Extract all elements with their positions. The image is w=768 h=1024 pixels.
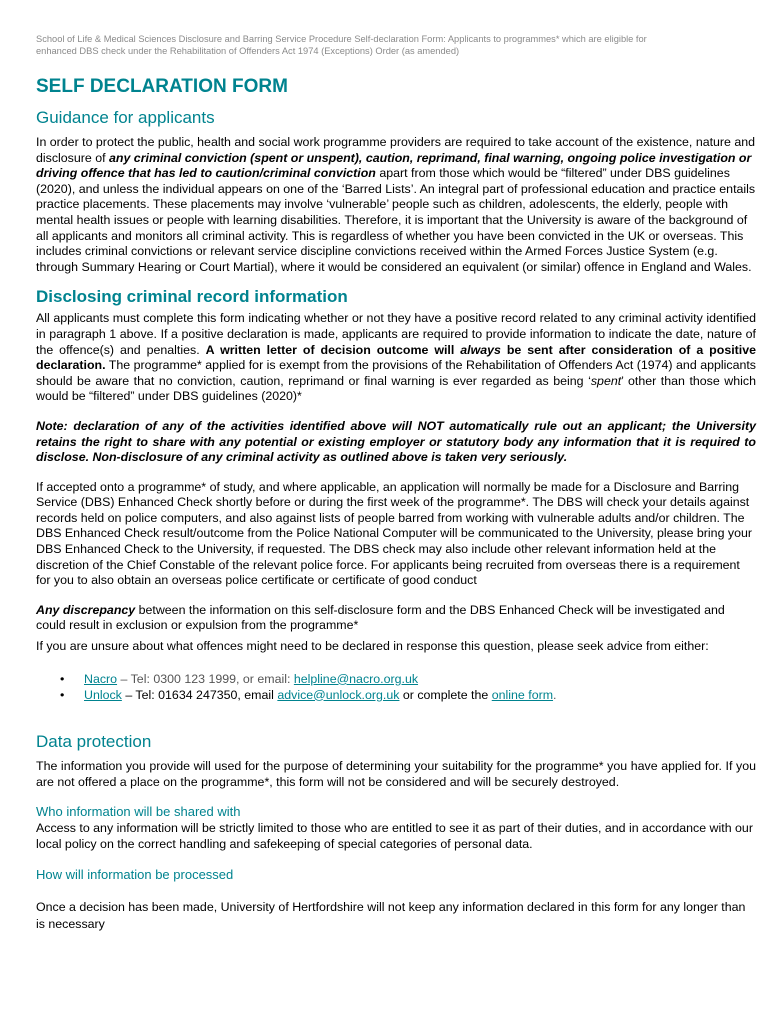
nacro-email-link[interactable]: helpline@nacro.org.uk [293,671,419,686]
disclosing-heading: Disclosing criminal record information [36,287,348,307]
header-line-1: School of Life & Medical Sciences Disclosure and Barring Service Procedure Self-declaration Form: Applicants to programmes* which are eligible for [36,34,647,44]
page-title: SELF DECLARATION FORM [36,76,288,97]
list-item [36,687,756,703]
discrepancy-text: between the information on this self-disclosure form and the DBS Enhanced Check will be investigated and could result in exclusion or expulsion from the programme* [36,602,725,633]
contacts-list [36,671,756,703]
decision-letter-bold-2: be sent after consideration of a positive declaration. [36,342,757,373]
dbs-check-paragraph: If accepted onto a programme* of study, and where applicable, an application will normally be made for a Disclosure and Barring Service (DBS) Enhanced Check shortly before or during the first week of the programme*. The DBS will check your details against records held on police computers, and also against lists of people barred from working with vulnerable adults and/or children. The DBS Enhanced Check result/outcome from the Police National Computer will be communicated to the University, please bring your DBS Enhanced Check to the University, if requested. The DBS check may also include other relevant information held at the discretion of the Chief Constable of the relevant police force. For applicants being recruited from overseas there is a requirement for you to also obtain an overseas police certificate or certificate of good conduct [36,479,753,588]
shared-with-text: Access to any information will be strictly limited to those who are entitled to see it as part of their duties, and in accordance with our local policy on the correct handling and safekeeping of special categories of personal data. [36,820,753,852]
nacro-contact-text: – Tel: 0300 123 1999, or email: [117,671,294,686]
disclosing-text-start: All applicants must complete this form indicating whether or not they have a positive record related to any criminal activity identified in paragraph 1 above. If a positive declaration is made, applicants are required to provide information to indicate the date, nature of the offence(s) and penalties. [36,311,756,357]
disclosing-paragraph [36,311,756,405]
disclosing-text-mid: The programme* applied for is exempt from the provisions of the Rehabilitation of Offenders Act (1974) and applicants should be aware that no conviction, caution, reprimand or final warning is ever regarded as being ‘ [36,358,756,388]
header-line-2: enhanced DBS check under the Rehabilitation of Offenders Act 1974 (Exceptions) Order (as amended) [36,45,460,56]
disclosing-text-end: ’ other than those which would be “filtered” under DBS guidelines (2020)* [36,373,756,404]
unlock-contact-text-2: or complete the [399,687,492,702]
unlock-contact-end: . [553,687,557,702]
spent-word: spent [590,373,622,388]
processed-heading: How will information be processed [36,867,234,882]
guidance-text-end: apart from those which would be “filtered” under DBS guidelines (2020), and unless the individual appears on one of the ‘Barred Lists’. An integral part of professional education and practice entails practice placements. These placements may involve ‘vulnerable’ people such as children, adolescents, the elderly, people with mental health issues or people with learning disabilities. Therefore, it is important that the University is aware of the background of all applicants and monitors all criminal activity. This is regardless of whether you have been convicted in the UK or overseas. This includes criminal convictions or relevant service discipline convictions received within the Armed Forces Justice System (e.g. through Summary Hearing or Court Martial), where it would be considered an equivalent (or similar) offence in England and Wales. [36,166,756,274]
unlock-email-link[interactable]: advice@unlock.org.uk [277,687,400,702]
bullet-icon: • [60,687,65,702]
list-item [36,671,756,687]
guidance-heading: Guidance for applicants [36,108,215,127]
online-form-link[interactable]: online form [491,687,554,702]
guidance-paragraph [36,135,756,275]
header-note [36,34,756,57]
decision-letter-always: always [460,342,501,357]
disclosure-note-text: Note: declaration of any of the activities identified above will NOT automatically rule out an applicant; the University retains the right to share with any potential or existing employer or statutory body any information that it is required to disclose. Non-disclosure of any criminal activity as outlined above is taken very seriously. [36,418,756,465]
disclosure-note [36,419,756,466]
bullet-icon: • [60,671,65,686]
unlock-link[interactable]: Unlock [84,687,122,702]
discrepancy-paragraph [36,603,756,634]
discrepancy-bold: Any discrepancy [36,602,136,617]
unlock-contact-text: – Tel: 01634 247350, email [121,687,278,702]
processed-text: Once a decision has been made, University of Hertfordshire will not keep any information declared in this form for any longer than is necessary [36,900,746,931]
guidance-text-start: In order to protect the public, health and social work programme providers are required to take account of the existence, nature and disclosure of [36,135,756,165]
data-protection-heading: Data protection [36,731,152,751]
shared-with-heading: Who information will be shared with [36,803,241,819]
nacro-link[interactable]: Nacro [84,671,118,686]
decision-letter-bold-1: A written letter of decision outcome will [205,342,461,357]
document-page [36,34,756,932]
advice-paragraph: If you are unsure about what offences might need to be declared in response this question, please seek advice from either: [36,639,709,654]
data-protection-paragraph: The information you provide will used for the purpose of determining your suitability for the programme* you have applied for. If you are not offered a place on the programme*, this form will not be considered and will be securely destroyed. [36,758,756,790]
guidance-offences-list: any criminal conviction (spent or unspent), caution, reprimand, final warning, ongoing police investigation or driving offence that has led to caution/criminal conviction [36,150,752,181]
